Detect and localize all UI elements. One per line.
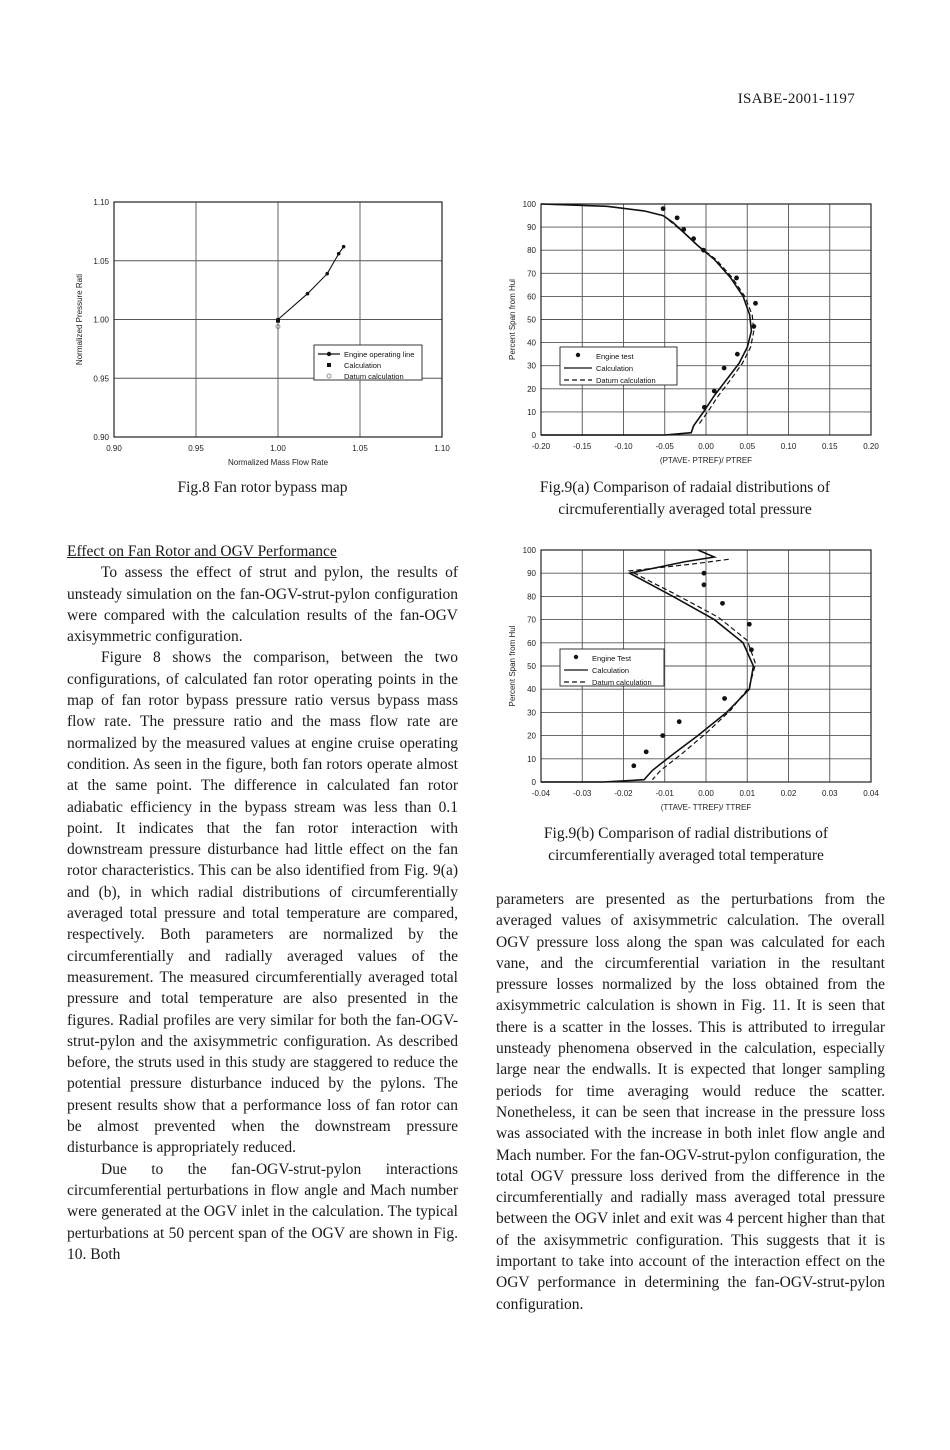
fig8-legend-label: Datum calculation	[344, 372, 404, 381]
fig8-data-point	[342, 245, 346, 249]
fig9b-legend-label: Engine Test	[592, 654, 632, 663]
fig8-y-axis-title: Normalized Pressure Rati	[75, 273, 84, 366]
fig9a-chart	[503, 192, 888, 477]
fig8-x-tick-label: 1.10	[434, 444, 450, 453]
fig8-legend-label: Calculation	[344, 361, 382, 370]
fig9a-data-point	[734, 276, 739, 281]
fig9a-x-tick-label: -0.15	[573, 442, 592, 451]
fig9b-x-tick-label: 0.04	[863, 789, 879, 798]
fig9b-data-point	[677, 719, 682, 724]
fig9a-series-line	[669, 220, 754, 426]
fig9a-y-tick-label: 10	[527, 407, 536, 417]
fig8-y-tick-label: 1.05	[93, 256, 109, 266]
fig9b-plot	[503, 540, 888, 820]
fig9a-legend-label: Datum calculation	[596, 376, 656, 385]
fig9a-y-tick-label: 60	[527, 292, 536, 302]
fig8-y-tick-label: 1.10	[93, 198, 109, 207]
fig9b-y-tick-label: 30	[527, 708, 536, 718]
fig9b-x-tick-label: 0.00	[698, 789, 714, 798]
fig9b-y-tick-label: 80	[527, 592, 536, 602]
fig9a-y-axis-title: Percent Span from Hul	[508, 279, 517, 360]
fig9b-x-tick-label: 0.02	[780, 789, 797, 798]
fig9b-y-tick-label: 100	[522, 546, 536, 555]
fig9b-data-point	[702, 582, 707, 587]
fig9b-y-axis-title: Percent Span from Hul	[508, 625, 517, 707]
left-paragraph-3: Due to the fan-OGV-strut-pylon interactions circumferential perturbations in flow angle and Mach number were generated at the OGV inlet in the calculation. The typical perturbations at 50 percent span of the OGV are shown in Fig. 10. Both	[67, 1160, 458, 1263]
fig8-y-tick-label: 0.90	[93, 433, 109, 442]
paper-id-header: ISABE-2001-1197	[737, 91, 855, 107]
fig8-x-tick-label: 0.95	[188, 444, 204, 453]
fig9a-y-tick-label: 50	[527, 315, 536, 325]
fig9a-plot	[503, 192, 888, 477]
section-heading: Effect on Fan Rotor and OGV Performance	[67, 543, 337, 560]
fig8-data-point	[306, 292, 310, 296]
fig9a-y-tick-label: 0	[531, 431, 536, 440]
fig8-x-tick-label: 0.90	[106, 444, 122, 453]
left-column	[67, 541, 458, 1265]
fig8-x-axis-title: Normalized Mass Flow Rate	[227, 458, 329, 467]
fig9b-x-tick-label: -0.01	[655, 789, 674, 798]
fig8-legend-label: Engine operating line	[344, 350, 415, 359]
fig9b-caption: Fig.9(b) Comparison of radial distributions of circumferentially averaged total temperature	[543, 825, 829, 864]
fig9a-legend-label: Engine test	[596, 352, 634, 361]
fig9b-x-tick-label: 0.03	[821, 789, 838, 798]
fig8-legend-marker	[327, 352, 331, 356]
fig9b-legend-marker	[574, 655, 578, 659]
fig9b-legend-label: Calculation	[592, 666, 630, 675]
fig9a-y-tick-label: 100	[522, 200, 536, 209]
fig9a-data-point	[735, 352, 740, 357]
fig9b-data-point	[702, 571, 707, 576]
fig9b-x-axis-title: (TTAVE- TTREF)/ TTREF	[660, 803, 752, 812]
fig9a-x-tick-label: -0.05	[655, 442, 674, 451]
fig9b-y-tick-label: 40	[527, 685, 536, 695]
fig9b-chart	[503, 540, 888, 820]
fig8-y-tick-label: 0.95	[93, 374, 109, 384]
fig9a-data-point	[753, 301, 758, 306]
fig9a-x-tick-label: 0.15	[821, 442, 838, 451]
fig9b-data-point	[644, 749, 649, 754]
fig9a-y-tick-label: 80	[527, 246, 536, 256]
fig9a-legend-label: Calculation	[596, 364, 634, 373]
fig8-caption: Fig.8 Fan rotor bypass map	[177, 479, 348, 496]
fig9b-y-tick-label: 0	[531, 778, 536, 787]
fig8-data-point	[325, 272, 329, 276]
fig9b-x-tick-label: -0.04	[531, 789, 551, 798]
fig9b-data-point	[660, 733, 665, 738]
fig9a-x-tick-label: 0.20	[863, 442, 879, 451]
fig9a-x-tick-label: -0.10	[614, 442, 633, 451]
fig8-x-tick-label: 1.05	[352, 444, 368, 453]
fig9a-data-point	[661, 206, 666, 211]
fig9a-y-tick-label: 20	[527, 384, 536, 394]
fig8-x-tick-label: 1.00	[270, 444, 286, 453]
fig8-chart	[62, 192, 462, 477]
fig8-legend-marker	[327, 363, 331, 367]
fig9a-x-axis-title: (PTAVE- PTREF)/ PTREF	[659, 456, 753, 465]
fig9b-legend-label: Datum calculation	[592, 678, 652, 687]
fig9a-x-tick-label: -0.20	[531, 442, 551, 451]
fig8-data-point	[276, 319, 280, 323]
fig9b-x-tick-label: 0.01	[739, 789, 756, 798]
fig9b-y-tick-label: 20	[527, 731, 536, 741]
fig9b-data-point	[631, 763, 636, 768]
fig8-plot	[62, 192, 462, 477]
fig9b-y-tick-label: 60	[527, 638, 536, 648]
fig9a-data-point	[675, 215, 680, 220]
fig9b-y-tick-label: 50	[527, 662, 536, 671]
fig9b-y-tick-label: 70	[527, 615, 536, 625]
fig9b-y-tick-label: 10	[527, 754, 536, 764]
fig9a-x-tick-label: 0.05	[739, 442, 756, 451]
fig9a-x-tick-label: 0.10	[780, 442, 797, 451]
fig9a-y-tick-label: 30	[527, 361, 536, 371]
fig8-y-tick-label: 1.00	[93, 315, 109, 325]
fig9b-data-point	[720, 601, 725, 606]
fig9a-caption: Fig.9(a) Comparison of radaial distributions of circmuferentially averaged total pressure	[539, 479, 831, 518]
left-paragraph-2: Figure 8 shows the comparison, between the two configurations, of calculated fan rotor operating points in the map of fan rotor bypass pressure ratio versus bypass mass flow rate. The pressure ratio and the mass flow rate are normalized by the measured values at engine cruise operating condition. As seen in the figure, both fan rotors operate almost at the same point. The difference in calculated fan rotor adiabatic efficiency in the bypass stream was less than 0.1 point. It indicates that the fan rotor interaction with downstream pressure disturbance had little effect on the fan rotor characteristics. This can be also identified from Fig. 9(a) and (b), in which radial distributions of circumferentially averaged total pressure and total temperature are compared, respectively. Both parameters are normalized by the circumferentially and radially averaged values of the measurement. The measured circumferentially averaged total pressure and total temperature are also presented in the figures. Radial profiles are very similar for both the fan-OGV-strut-pylon and the axisymmetric configuration. As described before, the struts used in this study are staggered to reduce the potential pressure disturbance induced by the pylons. The present results show that a performance loss of fan rotor can be almost prevented when the downstream pressure disturbance is appropriately reduced.	[67, 649, 458, 1157]
fig9a-legend-marker	[576, 353, 580, 357]
right-column	[496, 889, 885, 1315]
fig9a-y-tick-label: 70	[527, 269, 536, 279]
right-paragraph-1: parameters are presented as the perturbations from the averaged values of axisymmetric calculation. The overall OGV pressure loss along the span was calculated for each vane, and the circumferential variation in the resultant pressure losses normalized by the loss obtained from the axisymmetric calculation is shown in Fig. 11. It is seen that there is a scatter in the losses. This is attributed to irregular unsteady phenomena observed in the calculation, especially large near the endwalls. It is expected that longer sampling periods for time averaging would reduce the scatter. Nonetheless, it can be seen that increase in the pressure loss was associated with the increase in both inlet flow angle and Mach number. For the fan-OGV-strut-pylon configuration, the total OGV pressure loss derived from the difference in the circumferentially and radially mass averaged total pressure between the OGV inlet and exit was 4 percent higher than that of the axisymmetric configuration. This suggests that it is important to take into account of the interaction effect on the OGV performance in determining the fan-OGV-strut-pylon configuration.	[496, 891, 885, 1313]
fig9b-data-point	[722, 696, 727, 701]
left-paragraph-1: To assess the effect of strut and pylon, the results of unsteady simulation on the fan-OGV-strut-pylon configuration were compared with the calculation results of the fan-OGV axisymmetric configuration.	[67, 564, 458, 646]
fig9b-x-tick-label: -0.02	[614, 789, 633, 798]
fig8-series-line	[278, 247, 344, 320]
fig9a-data-point	[722, 366, 727, 371]
fig9a-y-tick-label: 90	[527, 223, 536, 233]
fig8-data-point	[337, 252, 341, 256]
fig9b-data-point	[747, 622, 752, 627]
fig9a-y-tick-label: 40	[527, 338, 536, 348]
fig9b-y-tick-label: 90	[527, 569, 536, 579]
fig9b-x-tick-label: -0.03	[573, 789, 592, 798]
fig9a-x-tick-label: 0.00	[698, 442, 714, 451]
